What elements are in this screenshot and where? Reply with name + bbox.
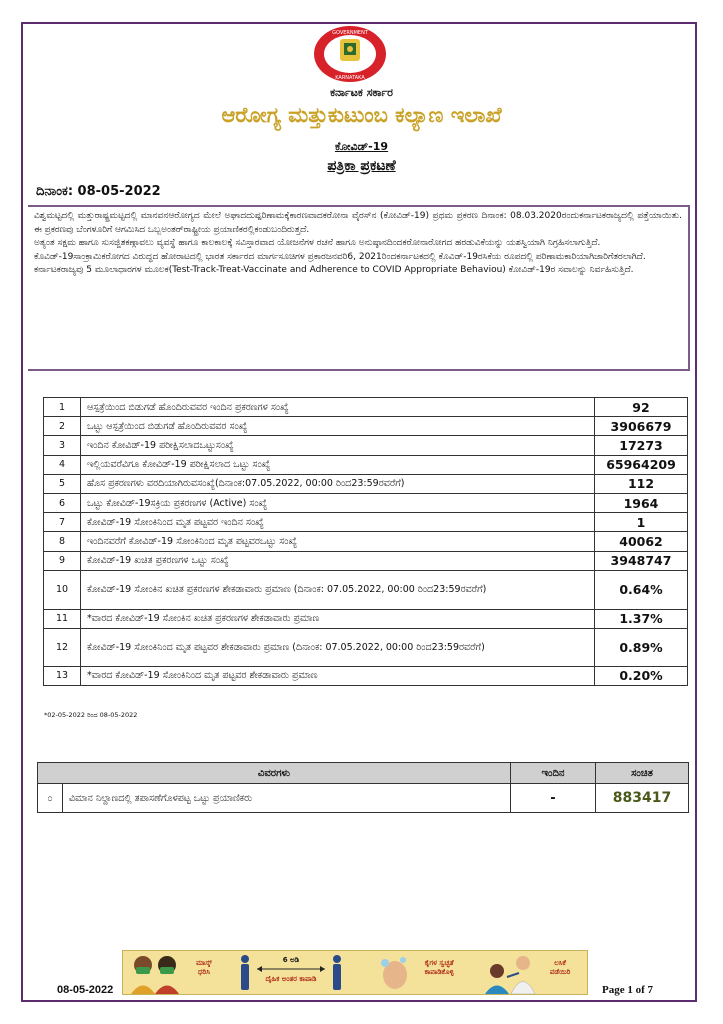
page-number: Page 1 of 7 [602, 984, 654, 996]
row-number: ೦ [38, 784, 63, 813]
table-row [44, 398, 688, 417]
row-label: ಕೋವಿಡ್-19 ಸೋಂಕಿನ ಖಚಿತ ಪ್ರಕರಣಗಳ ಶೇಕಡಾವಾರು ಪ್ರಮಾಣ (ದಿನಾಂಕ: 07.05.2022, 00:00 ರಿಂದ23:59ರವರೆಗೆ) [81, 570, 595, 609]
footnote: *02-05-2022 ರಿಂದ 08-05-2022 [44, 711, 138, 719]
row-label: ಕೋವಿಡ್-19 ಸೋಂಕಿನಿಂದ ಮೃತ ಪಟ್ಟವರ ಶೇಕಡಾವಾರು ಪ್ರಮಾಣ (ದಿನಾಂಕ: 07.05.2022, 00:00 ರಿಂದ23:59ರವರೆಗೆ) [81, 628, 595, 666]
totals-header-row [38, 763, 689, 784]
row-label: ಆಸ್ಪತ್ರೆಯಿಂದ ಬಿಡುಗಡೆ ಹೊಂದಿರುವವರ ಇಂದಿನ ಪ್ರಕರಣಗಳ ಸಂಖ್ಯೆ [81, 398, 595, 417]
row-label: *ವಾರದ ಕೋವಿಡ್-19 ಸೋಂಕಿನ ಖಚಿತ ಪ್ರಕರಣಗಳ ಶೇಕಡಾವಾರು ಪ್ರಮಾಣ [81, 609, 595, 628]
row-number: 2 [44, 417, 81, 436]
vaccine-icon [481, 951, 541, 994]
row-value: 1.37% [595, 609, 688, 628]
row-value: 1 [595, 513, 688, 532]
row-number: 1 [44, 398, 81, 417]
hand-wash-segment [371, 951, 479, 994]
row-label: ವಿಮಾನ ನಿಲ್ದಾಣದಲ್ಲಿ ತಪಾಸಣೆಗೊಳಪಟ್ಟ ಒಟ್ಟು ಪ್ರಯಾಣಿಕರು [63, 784, 511, 813]
table-row [38, 784, 689, 813]
row-label: ಇಲ್ಲಿಯವರೆವಿಗೂ ಕೋವಿಡ್-19 ಪರೀಕ್ಷಿಸಲಾದ ಒಟ್ಟು ಸಂಖ್ಯೆ [81, 455, 595, 474]
row-number: 13 [44, 666, 81, 685]
row-label: ಕೋವಿಡ್-19 ಖಚಿತ ಪ್ರಕರಣಗಳ ಒಟ್ಟು ಸಂಖ್ಯೆ [81, 551, 595, 570]
row-value: 3906679 [595, 417, 688, 436]
release-date: ದಿನಾಂಕ: 08-05-2022 [36, 184, 161, 199]
row-number: 4 [44, 455, 81, 474]
intro-paragraph: ವಿಶ್ವಮಟ್ಟದಲ್ಲಿ ಮತ್ತುರಾಷ್ಟ್ರಮಟ್ಟದಲ್ಲಿ ಮಾನವನಆರೋಗ್ಯದ ಮೇಲೆ ಅಘಾದದುಷ್ಪರಿಣಾಮಕ್ಕೆಕಾರಣವಾದಕರೋನಾ ವೈರಸ್‌ನ (ಕೋವಿಡ್-19) ಪ್ರಥಮ ಪ್ರಕರಣ ದಿನಾಂಕ: 08.03.2020ರಂದುಕರ್ನಾಟಕರಾಜ್ಯದಲ್ಲಿ ಪತ್ತೆಯಾಯಿತು. ಈ ಪ್ರಕರಣವು ಬೆಂಗಳೂರಿಗೆ ಆಗಮಿಸಿದ ಒಬ್ಬಅಂತರ್‌ರಾಷ್ಟ್ರೀಯ ಪ್ರಯಾಣಿಕರಲ್ಲಿಕಂಡುಬಂದಿರುತ್ತದೆ. [34, 211, 682, 235]
row-value: 92 [595, 398, 688, 417]
table-row [44, 493, 688, 512]
table-row [44, 436, 688, 455]
mask-people-icon [125, 951, 185, 994]
totals-table [37, 762, 689, 813]
row-label: ಒಟ್ಟು ಕೋವಿಡ್-19ಸಕ್ರಿಯ ಪ್ರಕರಣಗಳ (Active) ಸಂಖ್ಯೆ [81, 493, 595, 512]
department-title: ಆರೋಗ್ಯ ಮತ್ತುಕುಟುಂಬ ಕಲ್ಯಾಣ ಇಲಾಖೆ [221, 103, 502, 127]
table-row [44, 455, 688, 474]
mask-label: ಮಾಸ್ಕ್ ಧರಿಸಿ [196, 959, 212, 976]
intro-paragraph: ಕೊವಿಡ್-19ಸಾಂಕ್ರಾಮಿಕರೋಗದ ವಿರುದ್ಧದ ಹೋರಾಟದಲ್ಲಿ ಭಾರತ ಸರ್ಕಾರದ ಮಾರ್ಗಸೂಚಿಗಳ ಪ್ರಕಾರಜನವರಿ6, 2021ರಿಂದಕರ್ನಾಟಕದಲ್ಲಿ ಕೊವಿಡ್-19ರಸಿಕೆಯ ರೂಪದಲ್ಲಿ ಪರಿಣಾಮಕಾರಿಯಾಗಿಜಾರಿಗೆತರಲಾಗಿದೆ. [34, 251, 646, 262]
table-row [44, 474, 688, 493]
distance-segment [231, 951, 371, 994]
today-value: - [511, 784, 596, 813]
row-number: 5 [44, 474, 81, 493]
row-label: ಇಂದಿನ ಕೋವಿಡ್-19 ಪರೀಕ್ಷಿಸಲಾದಒಟ್ಟುಸಂಖ್ಯೆ [81, 436, 595, 455]
row-value: 0.89% [595, 628, 688, 666]
row-label: ಹೊಸ ಪ್ರಕರಣಗಳು ವರದಿಯಾಗಿರುವಸಂಖ್ಯೆ(ದಿನಾಂಕ:07.05.2022, 00:00 ರಿಂದ23:59ರವರೆಗೆ) [81, 474, 595, 493]
row-value: 0.64% [595, 570, 688, 609]
header-today: ಇಂದಿನ [511, 763, 596, 784]
row-value: 65964209 [595, 455, 688, 474]
row-number: 3 [44, 436, 81, 455]
row-value: 40062 [595, 532, 688, 551]
intro-paragraph: ಕರ್ನಾಟಕರಾಜ್ಯವು 5 ಮೂಲಾಧಾರಗಳ ಮೂಲಕ(Test-Track-Treat-Vaccinate and Adherence to COVID Appropriate Behaviou) ಕೋವಿಡ್-19ರ ಸವಾಲನ್ನು ನಿರ್ವಹಿಸುತ್ತಿದೆ. [34, 265, 634, 276]
table-row [44, 628, 688, 666]
table-row [44, 609, 688, 628]
distance-value-label: 6 ಅಡಿ [282, 956, 300, 964]
header-details: ವಿವರಗಳು [38, 763, 511, 784]
row-number: 12 [44, 628, 81, 666]
svg-text:KARNATAKA: KARNATAKA [335, 75, 365, 81]
distance-label: ದೈಹಿಕ ಅಂತರ ಕಾಪಾಡಿ [265, 975, 317, 983]
footer-date: 08-05-2022 [57, 984, 114, 996]
cumulative-value: 883417 [596, 784, 689, 813]
row-value: 0.20% [595, 666, 688, 685]
press-release-title: ಪತ್ರಿಕಾ ಪ್ರಕಟಣೆ [327, 158, 396, 174]
row-value: 17273 [595, 436, 688, 455]
vaccine-label: ಲಸಿಕೆ ಪಡೆಯಿರಿ [549, 959, 571, 976]
row-label: *ವಾರದ ಕೋವಿಡ್-19 ಸೋಂಕಿನಿಂದ ಮೃತ ಪಟ್ಟವರ ಶೇಕಡಾವಾರು ಪ್ರಮಾಣ [81, 666, 595, 685]
header-cumulative: ಸಂಚಿತ [596, 763, 689, 784]
row-number: 10 [44, 570, 81, 609]
mask-segment [123, 951, 231, 994]
row-value: 112 [595, 474, 688, 493]
svg-text:GOVERNMENT: GOVERNMENT [332, 30, 368, 36]
row-number: 9 [44, 551, 81, 570]
row-number: 11 [44, 609, 81, 628]
table-row [44, 532, 688, 551]
covid-subtitle: ಕೋವಿಡ್-19 [334, 140, 389, 153]
government-label: ಕರ್ನಾಟಕ ಸರ್ಕಾರ [330, 86, 393, 99]
row-label: ಇಂದಿನವರೆಗೆ ಕೋವಿಡ್-19 ಸೋಂಕಿನಿಂದ ಮೃತ ಪಟ್ಟವರಒಟ್ಟು ಸಂಖ್ಯೆ [81, 532, 595, 551]
table-row [44, 551, 688, 570]
hand-wash-icon [375, 951, 415, 994]
row-label: ಒಟ್ಟು ಆಸ್ಪತ್ರೆಯಿಂದ ಬಿಡುಗಡೆ ಹೊಂದಿರುವವರ ಸಂಖ್ಯೆ [81, 417, 595, 436]
intro-box [28, 205, 690, 371]
row-value: 1964 [595, 493, 688, 512]
vaccine-segment [479, 951, 587, 994]
table-row [44, 513, 688, 532]
table-row [44, 666, 688, 685]
hand-wash-label: ಕೈಗಳ ಸ್ವಚ್ಛತೆ ಕಾಪಾಡಿಕೊಳ್ಳಿ [424, 959, 454, 976]
covid-guidelines-banner [122, 950, 588, 995]
intro-paragraph: ಅತ್ಯಂತ ಸಕ್ಷಮ ಹಾಗೂ ಸುಸಜ್ಜಿತಕಣ್ಗಾವಲು ವ್ಯವಸ್ಥೆ ಹಾಗೂ ಕಾಲಕಾಲಕ್ಕೆ ಸವಿಸ್ತಾರವಾದ ಯೋಜನೆಗಳ ರಚನೆ ಹಾಗೂ ಅನುಷ್ಠಾನದಿಂದಕರೋನಾರೋಗದ ಹರಡುವಿಕೆಯನ್ನು ಯಶಸ್ವಿಯಾಗಿ ನಿಗ್ರಹಿಸಲಾಗುತ್ತಿದೆ. [34, 238, 601, 249]
table-row [44, 570, 688, 609]
row-value: 3948747 [595, 551, 688, 570]
row-number: 7 [44, 513, 81, 532]
row-number: 8 [44, 532, 81, 551]
karnataka-emblem-icon [312, 25, 388, 83]
row-label: ಕೋವಿಡ್-19 ಸೋಂಕಿನಿಂದ ಮೃತ ಪಟ್ಟವರ ಇಂದಿನ ಸಂಖ್ಯೆ [81, 513, 595, 532]
stats-table [43, 397, 688, 686]
table-row [44, 417, 688, 436]
row-number: 6 [44, 493, 81, 512]
